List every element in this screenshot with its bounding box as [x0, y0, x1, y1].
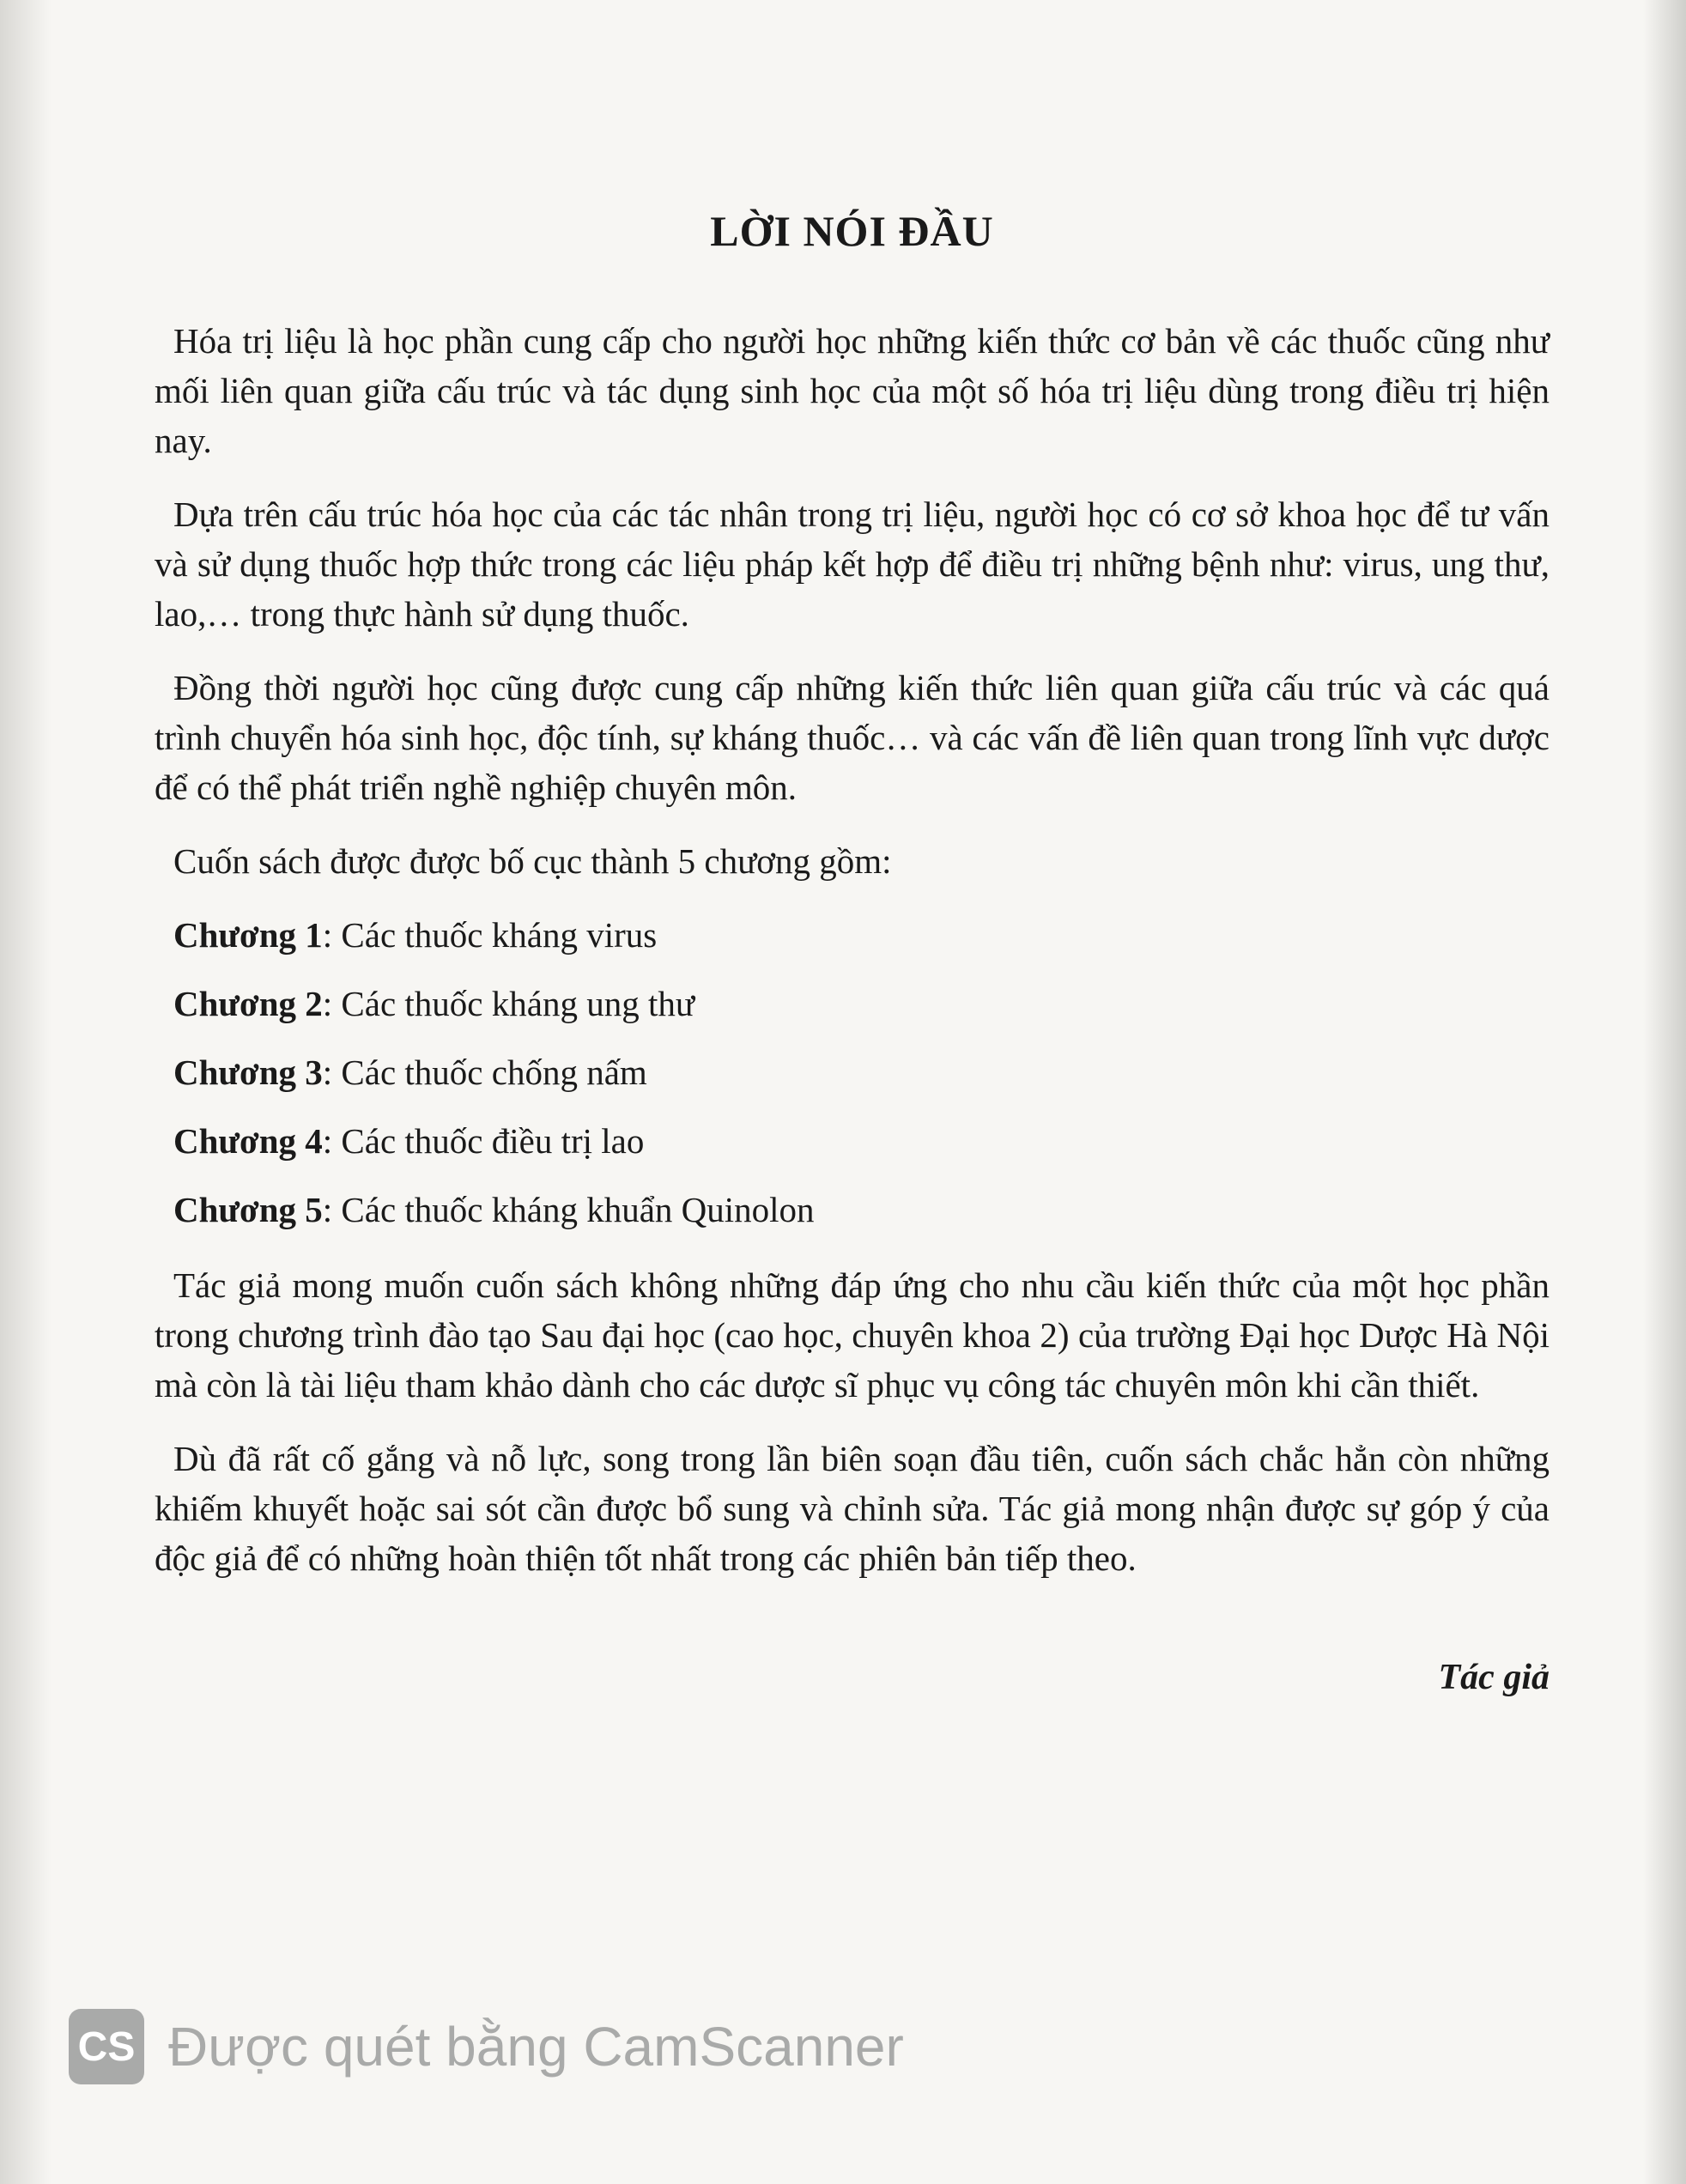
camscanner-watermark — [69, 2005, 904, 2088]
chapter-title: : Các thuốc kháng ung thư — [322, 984, 695, 1023]
chapter-item-3 — [173, 1047, 1550, 1097]
chapter-item-4 — [173, 1116, 1550, 1166]
intro-paragraph-2: Dựa trên cấu trúc hóa học của các tác nhân trong trị liệu, người học có cơ sở khoa học để tư vấn và sử dụng thuốc hợp thức trong các liệu pháp kết hợp để điều trị những bệnh như: virus, ung thư, lao,… trong thực hành sử dụng thuốc. — [155, 494, 1550, 634]
chapter-label: Chương 1 — [173, 915, 323, 955]
page-edge-shadow-left — [0, 0, 52, 2184]
intro-paragraph-3: Đồng thời người học cũng được cung cấp những kiến thức liên quan giữa cấu trúc và các quá trình chuyển hóa sinh học, độc tính, sự kháng thuốc… và các vấn đề liên quan trong lĩnh vực dược để có thể phát triển nghề nghiệp chuyên môn. — [155, 668, 1550, 807]
intro-paragraph-4: Cuốn sách được được bố cục thành 5 chương gồm: — [173, 841, 892, 881]
chapter-item-2 — [173, 979, 1550, 1028]
chapter-title: : Các thuốc chống nấm — [322, 1053, 647, 1092]
chapter-title: : Các thuốc kháng virus — [322, 915, 658, 955]
chapter-item-1 — [173, 910, 1550, 960]
chapter-title: : Các thuốc điều trị lao — [322, 1121, 645, 1161]
intro-paragraph-1: Hóa trị liệu là học phần cung cấp cho người học những kiến thức cơ bản về các thuốc cũng như mối liên quan giữa cấu trúc và tác dụng sinh học của một số hóa trị liệu dùng trong điều trị hiện nay. — [155, 321, 1550, 460]
page-title: LỜI NÓI ĐẦU — [710, 207, 994, 255]
chapter-label: Chương 3 — [173, 1053, 323, 1092]
page-edge-shadow-right — [1643, 0, 1686, 2184]
chapter-label: Chương 5 — [173, 1190, 323, 1229]
camscanner-logo-icon: CS — [69, 2009, 144, 2084]
chapter-label: Chương 2 — [173, 984, 323, 1023]
chapter-label: Chương 4 — [173, 1121, 323, 1161]
closing-paragraph-2: Dù đã rất cố gắng và nỗ lực, song trong lần biên soạn đầu tiên, cuốn sách chắc hẳn còn những khiếm khuyết hoặc sai sót cần được bổ sung và chỉnh sửa. Tác giả mong nhận được sự góp ý của độc giả để có những hoàn thiện tốt nhất trong các phiên bản tiếp theo. — [155, 1439, 1550, 1578]
closing-paragraph-1: Tác giả mong muốn cuốn sách không những đáp ứng cho nhu cầu kiến thức của một học phần trong chương trình đào tạo Sau đại học (cao học, chuyên khoa 2) của trường Đại học Dược Hà Nội mà còn là tài liệu tham khảo dành cho các dược sĩ phục vụ công tác chuyên môn khi cần thiết. — [155, 1265, 1550, 1404]
chapter-title: : Các thuốc kháng khuẩn Quinolon — [322, 1190, 815, 1229]
author-signature: Tác giả — [1438, 1658, 1550, 1697]
document-page — [155, 206, 1550, 1698]
watermark-text: Được quét bằng CamScanner — [168, 2016, 904, 2078]
chapter-item-5 — [173, 1185, 1550, 1235]
